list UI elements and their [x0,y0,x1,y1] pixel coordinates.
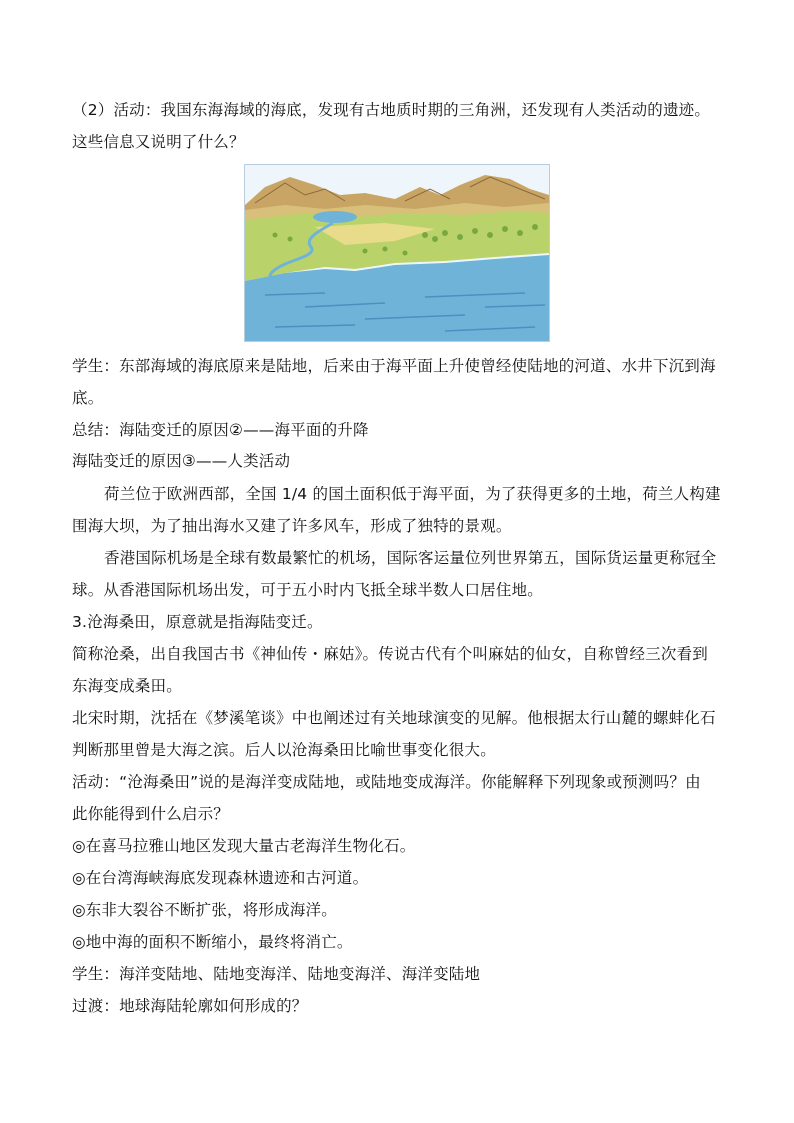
section-3-heading: 3.沧海桑田，原意就是指海陆变迁。 [72,613,323,631]
activity-line-2: 此你能得到什么启示？ [72,805,230,823]
netherlands-paragraph-line-1: 荷兰位于欧洲西部，全国 1/4 的国土面积低于海平面，为了获得更多的土地，荷兰人构建 [104,485,721,503]
shenkuo-line-1: 北宋时期，沈括在《梦溪笔谈》中也阐述过有关地球演变的见解。他根据太行山麓的螺蚌化石 [72,709,716,727]
transition-question: 过渡：地球海陆轮廓如何形成的？ [72,997,308,1015]
activity-line-1: 活动：“沧海桑田”说的是海洋变成陆地，或陆地变成海洋。你能解释下列现象或预测吗？由 [72,773,701,791]
summary-cause-3: 海陆变迁的原因③——人类活动 [72,452,291,470]
activity-question-line-2: 这些信息又说明了什么？ [72,133,245,151]
student-answer-line-2: 底。 [72,389,104,407]
delta-landscape-illustration [244,164,550,342]
phenomenon-item-1: ◎在喜马拉雅山地区发现大量古老海洋生物化石。 [72,837,416,855]
origin-line-2: 东海变成桑田。 [72,677,182,695]
hongkong-paragraph-line-1: 香港国际机场是全球有数最繁忙的机场，国际客运量位列世界第五，国际货运量更称冠全 [104,549,717,567]
student-answer-line-1: 学生：东部海域的海底原来是陆地，后来由于海平面上升使曾经使陆地的河道、水井下沉到海 [72,357,716,375]
summary-cause-2: 总结：海陆变迁的原因②——海平面的升降 [72,421,369,439]
phenomenon-item-3: ◎东非大裂谷不断扩张，将形成海洋。 [72,901,337,919]
shenkuo-line-2: 判断那里曾是大海之滨。后人以沧海桑田比喻世事变化很大。 [72,741,496,759]
phenomenon-item-4: ◎地中海的面积不断缩小，最终将消亡。 [72,933,353,951]
origin-line-1: 简称沧桑，出自我国古书《神仙传・麻姑》。传说古代有个叫麻姑的仙女，自称曾经三次看到 [72,645,708,663]
hongkong-paragraph-line-2: 球。从香港国际机场出发，可于五小时内飞抵全球半数人口居住地。 [72,581,544,599]
netherlands-paragraph-line-2: 围海大坝，为了抽出海水又建了许多风车，形成了独特的景观。 [72,517,512,535]
activity-question-line-1: （2）活动：我国东海海域的海底，发现有古地质时期的三角洲，还发现有人类活动的遗迹。 [72,101,711,119]
student-conclusion: 学生：海洋变陆地、陆地变海洋、陆地变海洋、海洋变陆地 [72,965,481,983]
phenomenon-item-2: ◎在台湾海峡海底发现森林遗迹和古河道。 [72,869,369,887]
